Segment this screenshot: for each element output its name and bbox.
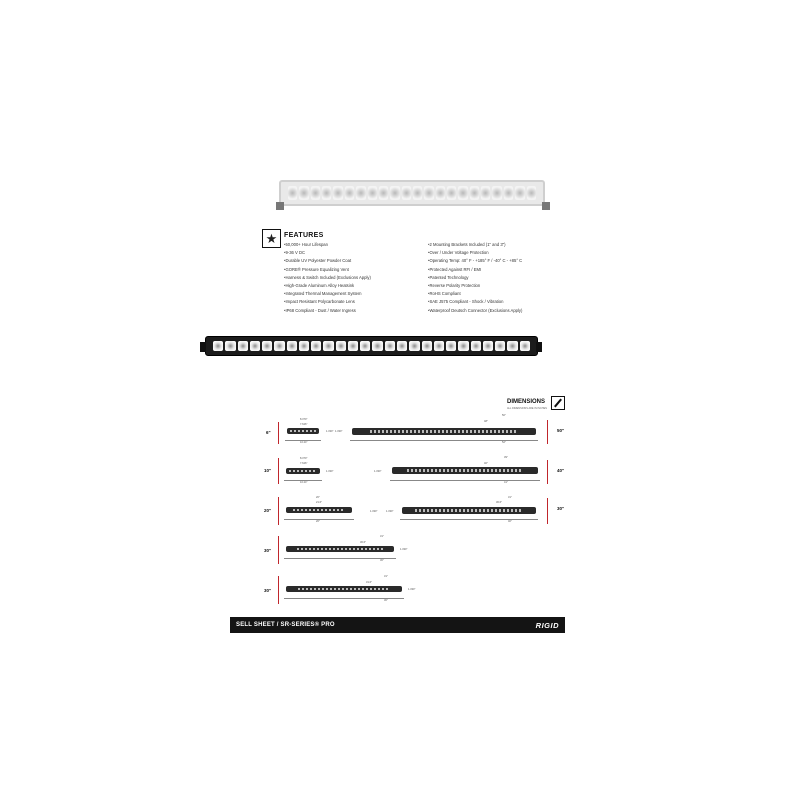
star-icon: ★	[262, 229, 281, 248]
divider-tick	[278, 536, 279, 564]
dim-height: 1.330"	[408, 588, 416, 591]
led-lens	[288, 186, 297, 199]
mount-bracket	[276, 202, 284, 210]
led-lens	[409, 341, 419, 352]
dim-height: 1.330"	[335, 430, 343, 433]
led-lens	[274, 341, 284, 352]
divider-tick	[547, 460, 548, 484]
features-right-list	[428, 241, 568, 315]
led-lens	[424, 186, 433, 199]
dim-top: 8.370"	[300, 418, 308, 421]
dimension-bar-drawing	[286, 468, 320, 474]
dim-bottom: 30"	[384, 599, 388, 602]
dim-bottom: 30"	[380, 559, 384, 562]
dim-inner: 40"	[484, 462, 488, 465]
led-lens	[458, 186, 467, 199]
dim-bottom: 41"	[504, 481, 508, 484]
feature-item: • Operating Temp: 40° F - +185° F / -40° C - +85° C	[428, 257, 568, 265]
feature-item: • GORE® Pressure Equalizing Vent	[284, 266, 424, 274]
led-lens	[299, 341, 309, 352]
led-lens	[333, 186, 342, 199]
led-lens	[495, 341, 505, 352]
dimension-bar-drawing	[392, 467, 538, 474]
bar-size-label: 10"	[264, 468, 272, 473]
dimension-bar-drawing	[286, 586, 402, 592]
led-lens	[481, 186, 490, 199]
led-lens	[345, 186, 354, 199]
dim-line	[350, 440, 538, 441]
led-lens	[413, 186, 422, 199]
led-lens	[250, 341, 260, 352]
led-lens	[379, 186, 388, 199]
led-lens	[360, 341, 370, 352]
dim-height: 1.330"	[400, 548, 408, 551]
led-lens	[447, 186, 456, 199]
dim-inner: 31.6"	[366, 581, 372, 584]
dim-top: 20"	[316, 496, 320, 499]
dim-inner: 7.626"	[300, 462, 308, 465]
feature-item: • Protected Against RFI / EMI	[428, 266, 568, 274]
dim-inner: 30.6"	[360, 541, 366, 544]
bar-size-label: 50"	[557, 428, 565, 433]
dim-bottom: 40"	[508, 520, 512, 523]
dim-height: 1.330"	[370, 510, 378, 513]
feature-item: • Durable UV Polyester Powder Coat	[284, 257, 424, 265]
led-lens	[470, 186, 479, 199]
led-lens	[348, 341, 358, 352]
led-lens	[434, 341, 444, 352]
feature-item: • Patented Technology	[428, 274, 568, 282]
led-lens	[483, 341, 493, 352]
led-lens	[492, 186, 501, 199]
led-lens	[385, 341, 395, 352]
dim-inner: 21.6"	[316, 501, 322, 504]
led-lens	[213, 341, 223, 352]
footer-banner	[230, 617, 565, 633]
pencil-icon	[551, 396, 565, 410]
feature-item: • RoHS Compliant	[428, 290, 568, 298]
dim-height: 1.330"	[326, 430, 334, 433]
mount-bracket	[536, 342, 542, 352]
dim-top: 31"	[384, 575, 388, 578]
dimension-bar-drawing	[286, 507, 352, 513]
bar-size-label: 30"	[557, 506, 565, 511]
led-lens	[299, 186, 308, 199]
led-lens	[515, 186, 524, 199]
feature-item: • SAE J575 Compliant - Shock / Vibration	[428, 298, 568, 306]
led-lens	[336, 341, 346, 352]
dim-line	[390, 480, 540, 481]
dim-bottom: 10.24"	[300, 441, 308, 444]
dim-bottom: 20"	[316, 520, 320, 523]
bar-size-label: 30"	[264, 548, 272, 553]
dim-top: 39"	[504, 456, 508, 459]
divider-tick	[547, 498, 548, 524]
divider-tick	[278, 458, 279, 484]
led-lens	[225, 341, 235, 352]
dim-height: 1.330"	[374, 470, 382, 473]
dimension-bar-drawing	[287, 428, 319, 434]
bar-size-label: 6"	[266, 430, 271, 435]
led-lens	[397, 341, 407, 352]
led-lens	[323, 341, 333, 352]
dimensions-heading: DIMENSIONS	[507, 399, 546, 405]
bar-size-label: 20"	[264, 508, 272, 513]
dimension-bar-drawing	[402, 507, 536, 514]
feature-item: • IP68 Compliant - Dust / Water Ingress	[284, 307, 424, 315]
dim-bottom: 10.24"	[300, 481, 308, 484]
led-lens	[527, 186, 536, 199]
led-lens	[458, 341, 468, 352]
dim-inner: 7.626"	[300, 423, 308, 426]
led-lens	[287, 341, 297, 352]
dimension-bar-drawing	[352, 428, 536, 435]
dimension-bar-drawing	[286, 546, 394, 552]
feature-item: • Integrated Thermal Management System	[284, 290, 424, 298]
dim-inner: 30.6"	[496, 501, 502, 504]
white-light-bar-image	[279, 180, 545, 206]
mount-bracket	[542, 202, 550, 210]
feature-item: • Waterproof Deutsch Connector (Exclusions Apply)	[428, 307, 568, 315]
divider-tick	[278, 422, 279, 444]
feature-item: • High-Grade Aluminum Alloy Heatsink	[284, 282, 424, 290]
led-lens	[402, 186, 411, 199]
dim-top: 8.370"	[300, 457, 308, 460]
black-light-bar-image	[205, 336, 538, 356]
led-lens	[356, 186, 365, 199]
led-lens	[520, 341, 530, 352]
dim-bottom: 52"	[502, 441, 506, 444]
led-lens	[368, 186, 377, 199]
led-lens	[372, 341, 382, 352]
features-left-list	[284, 241, 424, 315]
led-lens	[507, 341, 517, 352]
dim-line	[400, 519, 538, 520]
led-lens	[504, 186, 513, 199]
divider-tick	[278, 497, 279, 525]
dim-height: 1.330"	[386, 510, 394, 513]
led-lens	[446, 341, 456, 352]
feature-item: • 9-36 V DC	[284, 249, 424, 257]
divider-tick	[547, 420, 548, 444]
rigid-logo: RIGID	[535, 620, 559, 630]
dim-inner: 48"	[484, 420, 488, 423]
led-lens	[390, 186, 399, 199]
divider-tick	[278, 576, 279, 604]
led-lens	[322, 186, 331, 199]
mount-bracket	[200, 342, 206, 352]
feature-item: • 50,000+ Hour Lifespan	[284, 241, 424, 249]
bar-size-label: 40"	[557, 468, 565, 473]
feature-item: • Harness & Switch Included (Exclusions Apply)	[284, 274, 424, 282]
dim-top: 31"	[380, 535, 384, 538]
led-lens	[422, 341, 432, 352]
led-lens	[238, 341, 248, 352]
feature-item: • Impact Resistant Polycarbonate Lens	[284, 298, 424, 306]
feature-item: • 2 Mounting Brackets Included (1" and 3")	[428, 241, 568, 249]
led-lens	[471, 341, 481, 352]
led-lens	[311, 186, 320, 199]
footer-title: SELL SHEET / SR-SERIES® PRO	[236, 622, 335, 628]
features-heading: FEATURES	[284, 232, 324, 239]
led-lens	[262, 341, 272, 352]
feature-item: • Reverse Polarity Protection	[428, 282, 568, 290]
dim-top: 50"	[502, 414, 506, 417]
dim-top: 31"	[508, 496, 512, 499]
bar-size-label: 30"	[264, 588, 272, 593]
led-lens	[311, 341, 321, 352]
led-lens	[436, 186, 445, 199]
feature-item: • Over / Under Voltage Protection	[428, 249, 568, 257]
dim-height: 1.330"	[326, 470, 334, 473]
dimensions-subtitle: ALL DIMENSIONS ARE IN INCHES	[507, 407, 547, 410]
